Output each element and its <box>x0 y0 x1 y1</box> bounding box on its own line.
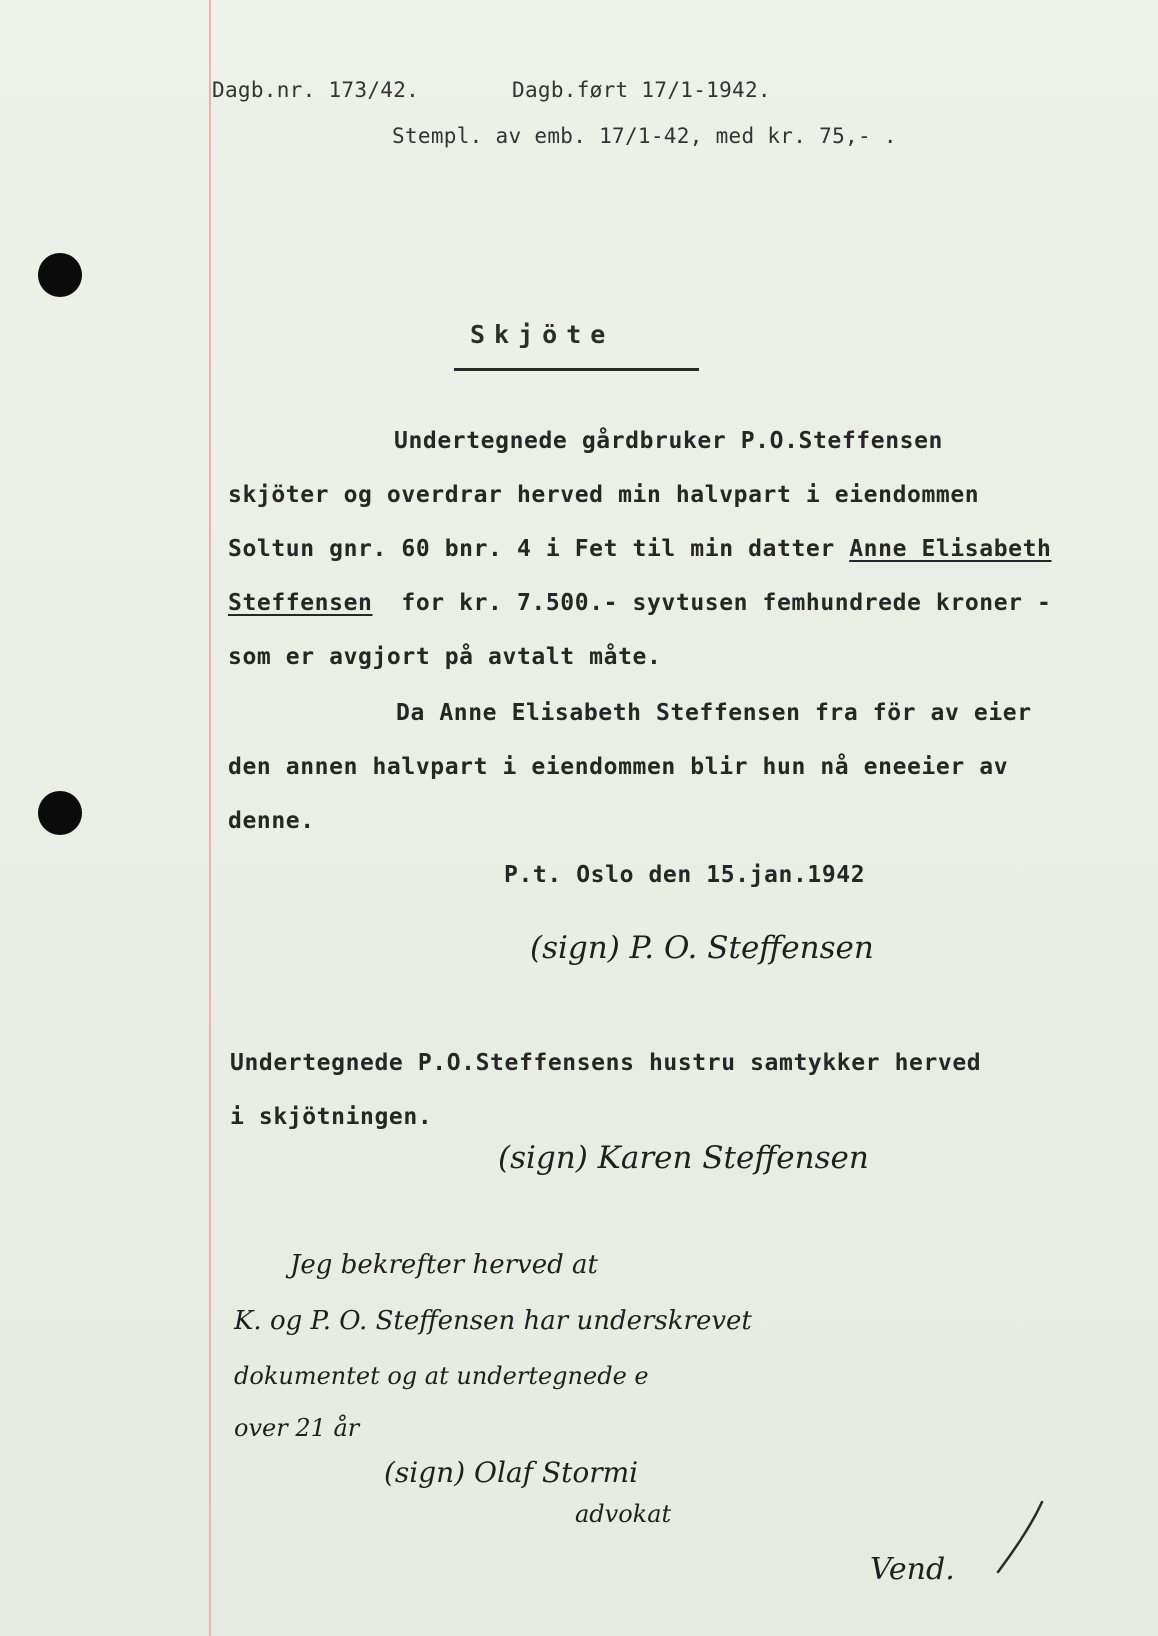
buyer-name-first: Anne Elisabeth <box>849 536 1052 562</box>
witness-statement-line: K. og P. O. Steffensen har underskrevet <box>234 1306 752 1336</box>
punch-hole-top <box>38 253 82 297</box>
margin-line <box>209 0 211 1636</box>
turn-over-note: Vend. <box>870 1552 955 1587</box>
witness-signature: (sign) Olaf Stormi <box>384 1456 639 1489</box>
turn-over-stroke <box>990 1498 1050 1578</box>
stamp-duty-line: Stempl. av emb. 17/1-42, med kr. 75,- . <box>392 124 897 148</box>
buyer-name-last: Steffensen <box>228 590 373 616</box>
document-title: Skjöte <box>470 320 615 349</box>
consent-line: i skjötningen. <box>230 1104 433 1130</box>
wife-signature: (sign) Karen Steffensen <box>498 1140 869 1176</box>
consent-line: Undertegnede P.O.Steffensens hustru samtykker herved <box>230 1050 982 1076</box>
body-line <box>228 590 1052 616</box>
body-line: Undertegnede gårdbruker P.O.Steffensen <box>394 428 943 454</box>
body-text: Soltun gnr. 60 bnr. 4 i Fet til min datter <box>228 536 850 562</box>
seller-signature: (sign) P. O. Steffensen <box>530 930 874 966</box>
witness-title: advokat <box>575 1500 672 1528</box>
body-line: Da Anne Elisabeth Steffensen fra för av eier <box>396 700 1032 726</box>
punch-hole-bottom <box>38 791 82 835</box>
diary-entry-date: Dagb.ført 17/1-1942. <box>512 78 771 102</box>
diary-number: Dagb.nr. 173/42. <box>212 78 420 102</box>
body-line: som er avgjort på avtalt måte. <box>228 644 662 670</box>
witness-statement-line: over 21 år <box>234 1414 360 1442</box>
place-date: P.t. Oslo den 15.jan.1942 <box>504 862 866 888</box>
body-text: for kr. 7.500.- syvtusen femhundrede kroner - <box>372 590 1052 616</box>
body-line <box>228 536 1052 562</box>
body-line: skjöter og overdrar herved min halvpart i eiendommen <box>228 482 980 508</box>
witness-statement-line: dokumentet og at undertegnede e <box>234 1362 649 1390</box>
body-line: den annen halvpart i eiendommen blir hun nå eneeier av <box>228 754 1009 780</box>
witness-statement-line: Jeg bekrefter herved at <box>290 1250 598 1280</box>
title-underline <box>454 368 699 371</box>
body-line: denne. <box>228 808 315 834</box>
